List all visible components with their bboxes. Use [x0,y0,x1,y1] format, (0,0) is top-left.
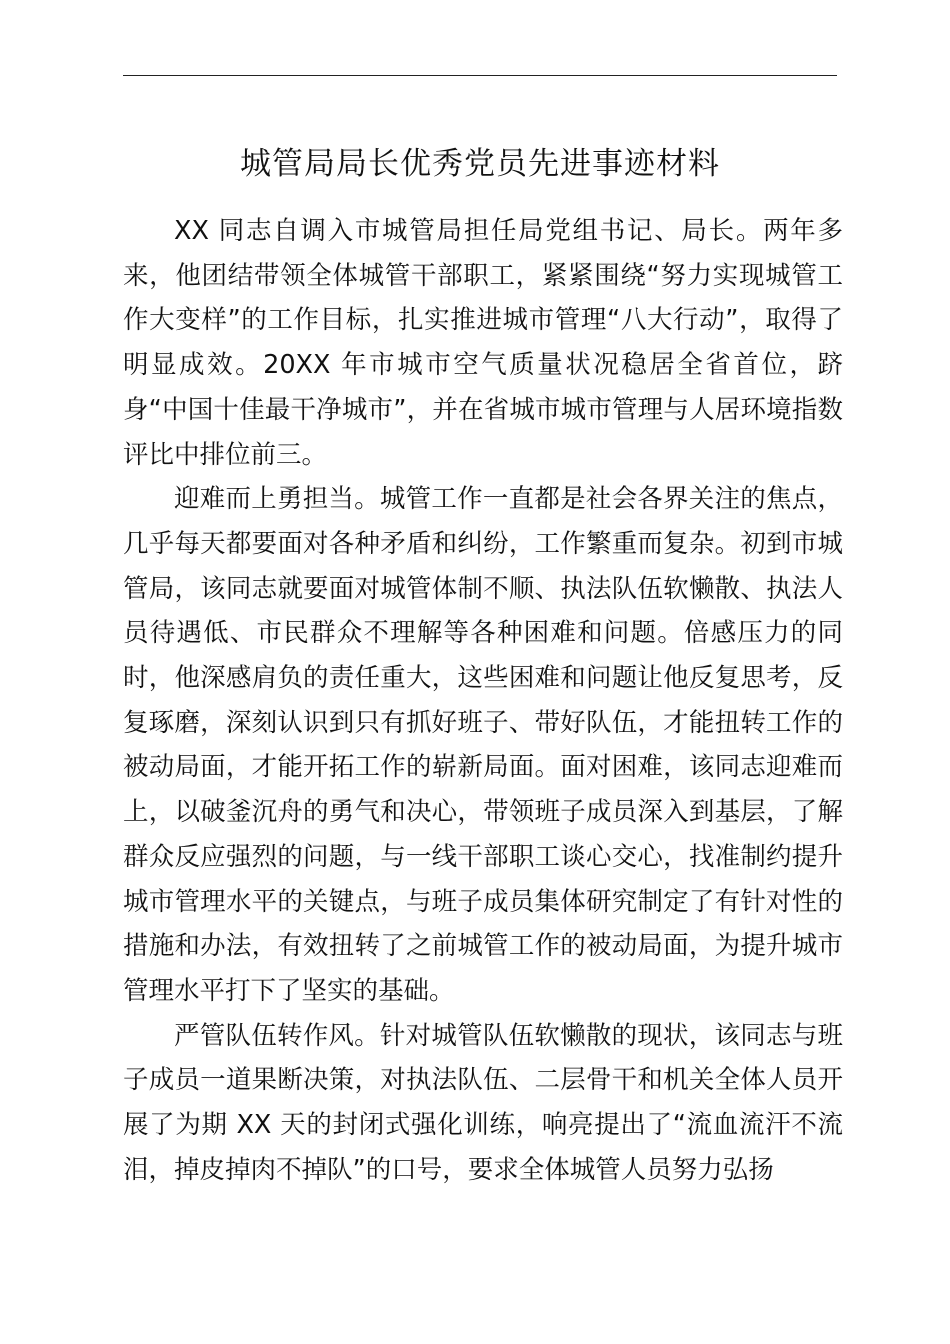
header-rule [123,75,837,76]
paragraph-overcome-difficulties: 迎难而上勇担当。城管工作一直都是社会各界关注的焦点，几乎每天都要面对各种矛盾和纠纷，工作繁重而复杂。初到市城管局，该同志就要面对城管体制不顺、执法队伍软懒散、执法人员待遇低、市民群众不理解等各种困难和问题。倍感压力的同时，他深感肩负的责任重大，这些困难和问题让他反复思考，反复琢磨，深刻认识到只有抓好班子、带好队伍，才能扭转工作的被动局面，才能开拓工作的崭新局面。面对困难，该同志迎难而上，以破釜沉舟的勇气和决心，带领班子成员深入到基层，了解群众反应强烈的问题，与一线干部职工谈心交心，找准制约提升城市管理水平的关键点，与班子成员集体研究制定了有针对性的措施和办法，有效扭转了之前城管工作的被动局面，为提升城市管理水平打下了坚实的基础。 [123,484,843,1006]
paragraph-team-discipline: 严管队伍转作风。针对城管队伍软懒散的现状，该同志与班子成员一道果断决策，对执法队伍、二层骨干和机关全体人员开展了为期 XX 天的封闭式强化训练，响亮提出了“流血流汗不流泪，掉皮掉肉不掉队”的口号，要求全体城管人员努力弘扬 [123,1020,843,1185]
document-body [123,209,843,1192]
page-title: 城管局局长优秀党员先进事迹材料 [240,146,720,182]
paragraph-intro: XX 同志自调入市城管局担任局党组书记、局长。两年多来，他团结带领全体城管干部职工，紧紧围绕“努力实现城管工作大变样”的工作目标，扎实推进城市管理“八大行动”，取得了明显成效。20XX 年市城市空气质量状况稳居全省首位，跻身“中国十佳最干净城市”，并在省城市城市管理与人居环境指数评比中排位前三。 [123,216,843,470]
